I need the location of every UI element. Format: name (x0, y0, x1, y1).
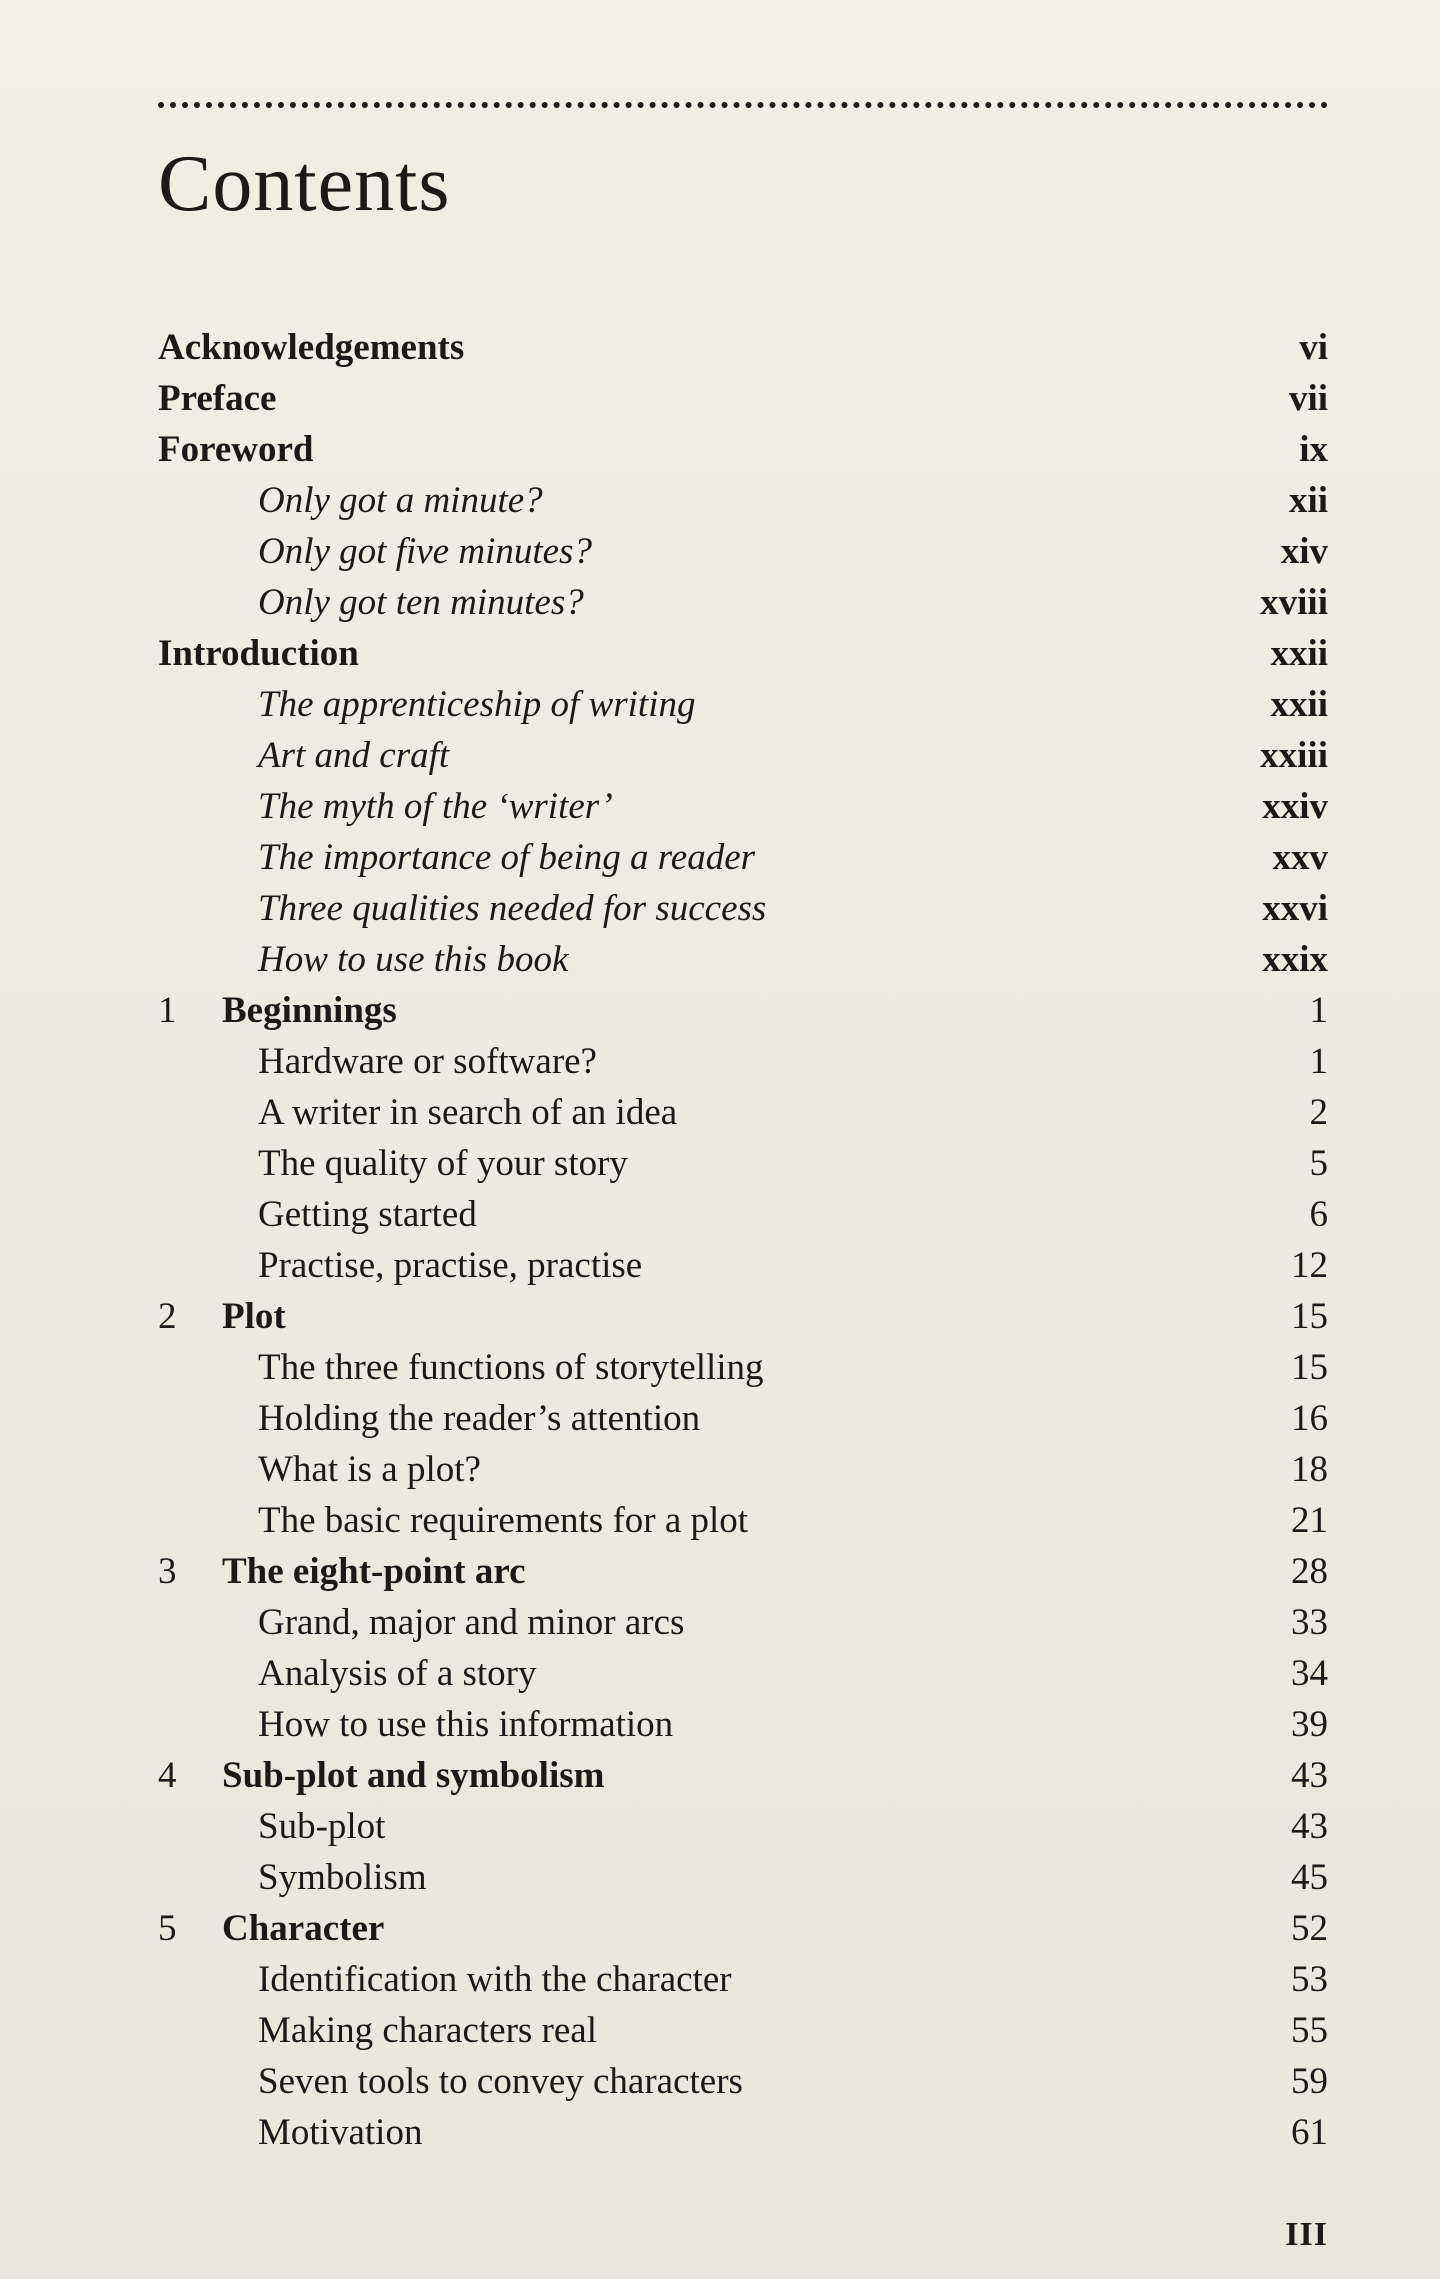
toc-entry-title: The basic requirements for a plot (258, 1500, 749, 1541)
chapter-number: 5 (158, 1908, 177, 1949)
toc-entry-title: How to use this information (258, 1704, 674, 1745)
toc-entry-title: Analysis of a story (258, 1653, 537, 1694)
toc-page-number: 12 (1291, 1245, 1328, 1286)
toc-row (158, 628, 1328, 679)
dotted-rule (158, 102, 1328, 108)
toc-entry-title: What is a plot? (258, 1449, 481, 1490)
toc-entry-title: Symbolism (258, 1857, 427, 1898)
toc-entry-title: Three qualities needed for success (258, 888, 767, 929)
toc-page-number: 1 (1309, 990, 1328, 1031)
toc-entry-title: Identification with the character (258, 1959, 732, 2000)
toc-row (158, 1138, 1328, 1189)
toc-row (158, 2005, 1328, 2056)
toc-entry-title: Plot (222, 1296, 286, 1337)
toc-page-number: 43 (1291, 1806, 1328, 1847)
toc-page-number: ix (1299, 429, 1328, 470)
toc-entry-title: The importance of being a reader (258, 837, 756, 878)
toc-page-number: 34 (1291, 1653, 1328, 1694)
toc-row (158, 577, 1328, 628)
toc-page-number: xxiv (1262, 786, 1328, 827)
toc-page-number: xiv (1280, 531, 1328, 572)
toc-page-number: 59 (1291, 2061, 1328, 2102)
toc-entry-title: Acknowledgements (158, 327, 465, 368)
toc-page-number: xii (1288, 480, 1328, 521)
toc-entry-title: Beginnings (222, 990, 397, 1031)
toc-row (158, 1087, 1328, 1138)
toc-row (158, 1495, 1328, 1546)
toc-row (158, 781, 1328, 832)
toc-page-number: 28 (1291, 1551, 1328, 1592)
toc-row (158, 1699, 1328, 1750)
toc-entry-title: The three functions of storytelling (258, 1347, 764, 1388)
toc-page-number: xxix (1262, 939, 1328, 980)
toc-page-number: 18 (1291, 1449, 1328, 1490)
toc-row (158, 2107, 1328, 2158)
table-of-contents (158, 322, 1328, 2158)
toc-page-number: xxii (1270, 684, 1328, 725)
page-title: Contents (158, 140, 451, 228)
page-folio: III (1285, 2216, 1328, 2253)
toc-page-number: xxv (1272, 837, 1328, 878)
toc-chapter-row (158, 1291, 1328, 1342)
toc-entry-title: Only got five minutes? (258, 531, 592, 572)
toc-page-number: 15 (1291, 1347, 1328, 1388)
toc-entry-title: The myth of the ‘writer’ (258, 786, 613, 827)
toc-page-number: 2 (1309, 1092, 1328, 1133)
toc-row (158, 1189, 1328, 1240)
chapter-number: 2 (158, 1296, 177, 1337)
toc-page-number: 55 (1291, 2010, 1328, 2051)
toc-page-number: 6 (1309, 1194, 1328, 1235)
toc-chapter-row (158, 985, 1328, 1036)
toc-chapter-row (158, 1546, 1328, 1597)
toc-page-number: 21 (1291, 1500, 1328, 1541)
toc-entry-title: Getting started (258, 1194, 477, 1235)
toc-entry-title: The eight-point arc (222, 1551, 526, 1592)
toc-entry-title: Sub-plot and symbolism (222, 1755, 605, 1796)
toc-entry-title: How to use this book (258, 939, 569, 980)
toc-row (158, 475, 1328, 526)
toc-entry-title: Sub-plot (258, 1806, 386, 1847)
toc-page-number: 53 (1291, 1959, 1328, 2000)
toc-page-number: 52 (1291, 1908, 1328, 1949)
toc-page-number: 61 (1291, 2112, 1328, 2153)
toc-row (158, 1240, 1328, 1291)
toc-row (158, 424, 1328, 475)
toc-row (158, 1597, 1328, 1648)
toc-page-number: 45 (1291, 1857, 1328, 1898)
toc-entry-title: Hardware or software? (258, 1041, 597, 1082)
toc-entry-title: Only got a minute? (258, 480, 543, 521)
toc-page-number: xxvi (1262, 888, 1328, 929)
toc-entry-title: Only got ten minutes? (258, 582, 584, 623)
chapter-number: 4 (158, 1755, 177, 1796)
toc-page-number: 39 (1291, 1704, 1328, 1745)
toc-entry-title: The quality of your story (258, 1143, 628, 1184)
toc-row (158, 2056, 1328, 2107)
toc-page-number: xxiii (1260, 735, 1328, 776)
toc-row (158, 679, 1328, 730)
toc-entry-title: Character (222, 1908, 385, 1949)
toc-row (158, 1036, 1328, 1087)
toc-row (158, 1954, 1328, 2005)
toc-entry-title: Preface (158, 378, 277, 419)
toc-chapter-row (158, 1903, 1328, 1954)
toc-row (158, 1444, 1328, 1495)
toc-row (158, 1342, 1328, 1393)
toc-row (158, 373, 1328, 424)
toc-entry-title: Making characters real (258, 2010, 597, 2051)
toc-row (158, 1801, 1328, 1852)
toc-page-number: xxii (1270, 633, 1328, 674)
toc-page-number: vii (1288, 378, 1328, 419)
toc-entry-title: Motivation (258, 2112, 423, 2153)
toc-entry-title: Foreword (158, 429, 314, 470)
toc-page-number: 5 (1309, 1143, 1328, 1184)
toc-entry-title: A writer in search of an idea (258, 1092, 678, 1133)
chapter-number: 3 (158, 1551, 177, 1592)
chapter-number: 1 (158, 990, 177, 1031)
toc-page-number: 33 (1291, 1602, 1328, 1643)
toc-row (158, 526, 1328, 577)
toc-row (158, 1852, 1328, 1903)
toc-chapter-row (158, 1750, 1328, 1801)
toc-entry-title: Practise, practise, practise (258, 1245, 643, 1286)
toc-entry-title: Art and craft (258, 735, 450, 776)
toc-entry-title: Grand, major and minor arcs (258, 1602, 685, 1643)
toc-entry-title: Seven tools to convey characters (258, 2061, 743, 2102)
toc-entry-title: Introduction (158, 633, 359, 674)
toc-row (158, 883, 1328, 934)
toc-page-number: xviii (1260, 582, 1328, 623)
toc-row (158, 1393, 1328, 1444)
toc-entry-title: The apprenticeship of writing (258, 684, 696, 725)
toc-row (158, 730, 1328, 781)
toc-row (158, 832, 1328, 883)
toc-page-number: vi (1299, 327, 1328, 368)
toc-page-number: 16 (1291, 1398, 1328, 1439)
toc-page-number: 15 (1291, 1296, 1328, 1337)
toc-entry-title: Holding the reader’s attention (258, 1398, 701, 1439)
toc-row (158, 1648, 1328, 1699)
toc-row (158, 322, 1328, 373)
toc-page-number: 1 (1309, 1041, 1328, 1082)
toc-page-number: 43 (1291, 1755, 1328, 1796)
toc-row (158, 934, 1328, 985)
